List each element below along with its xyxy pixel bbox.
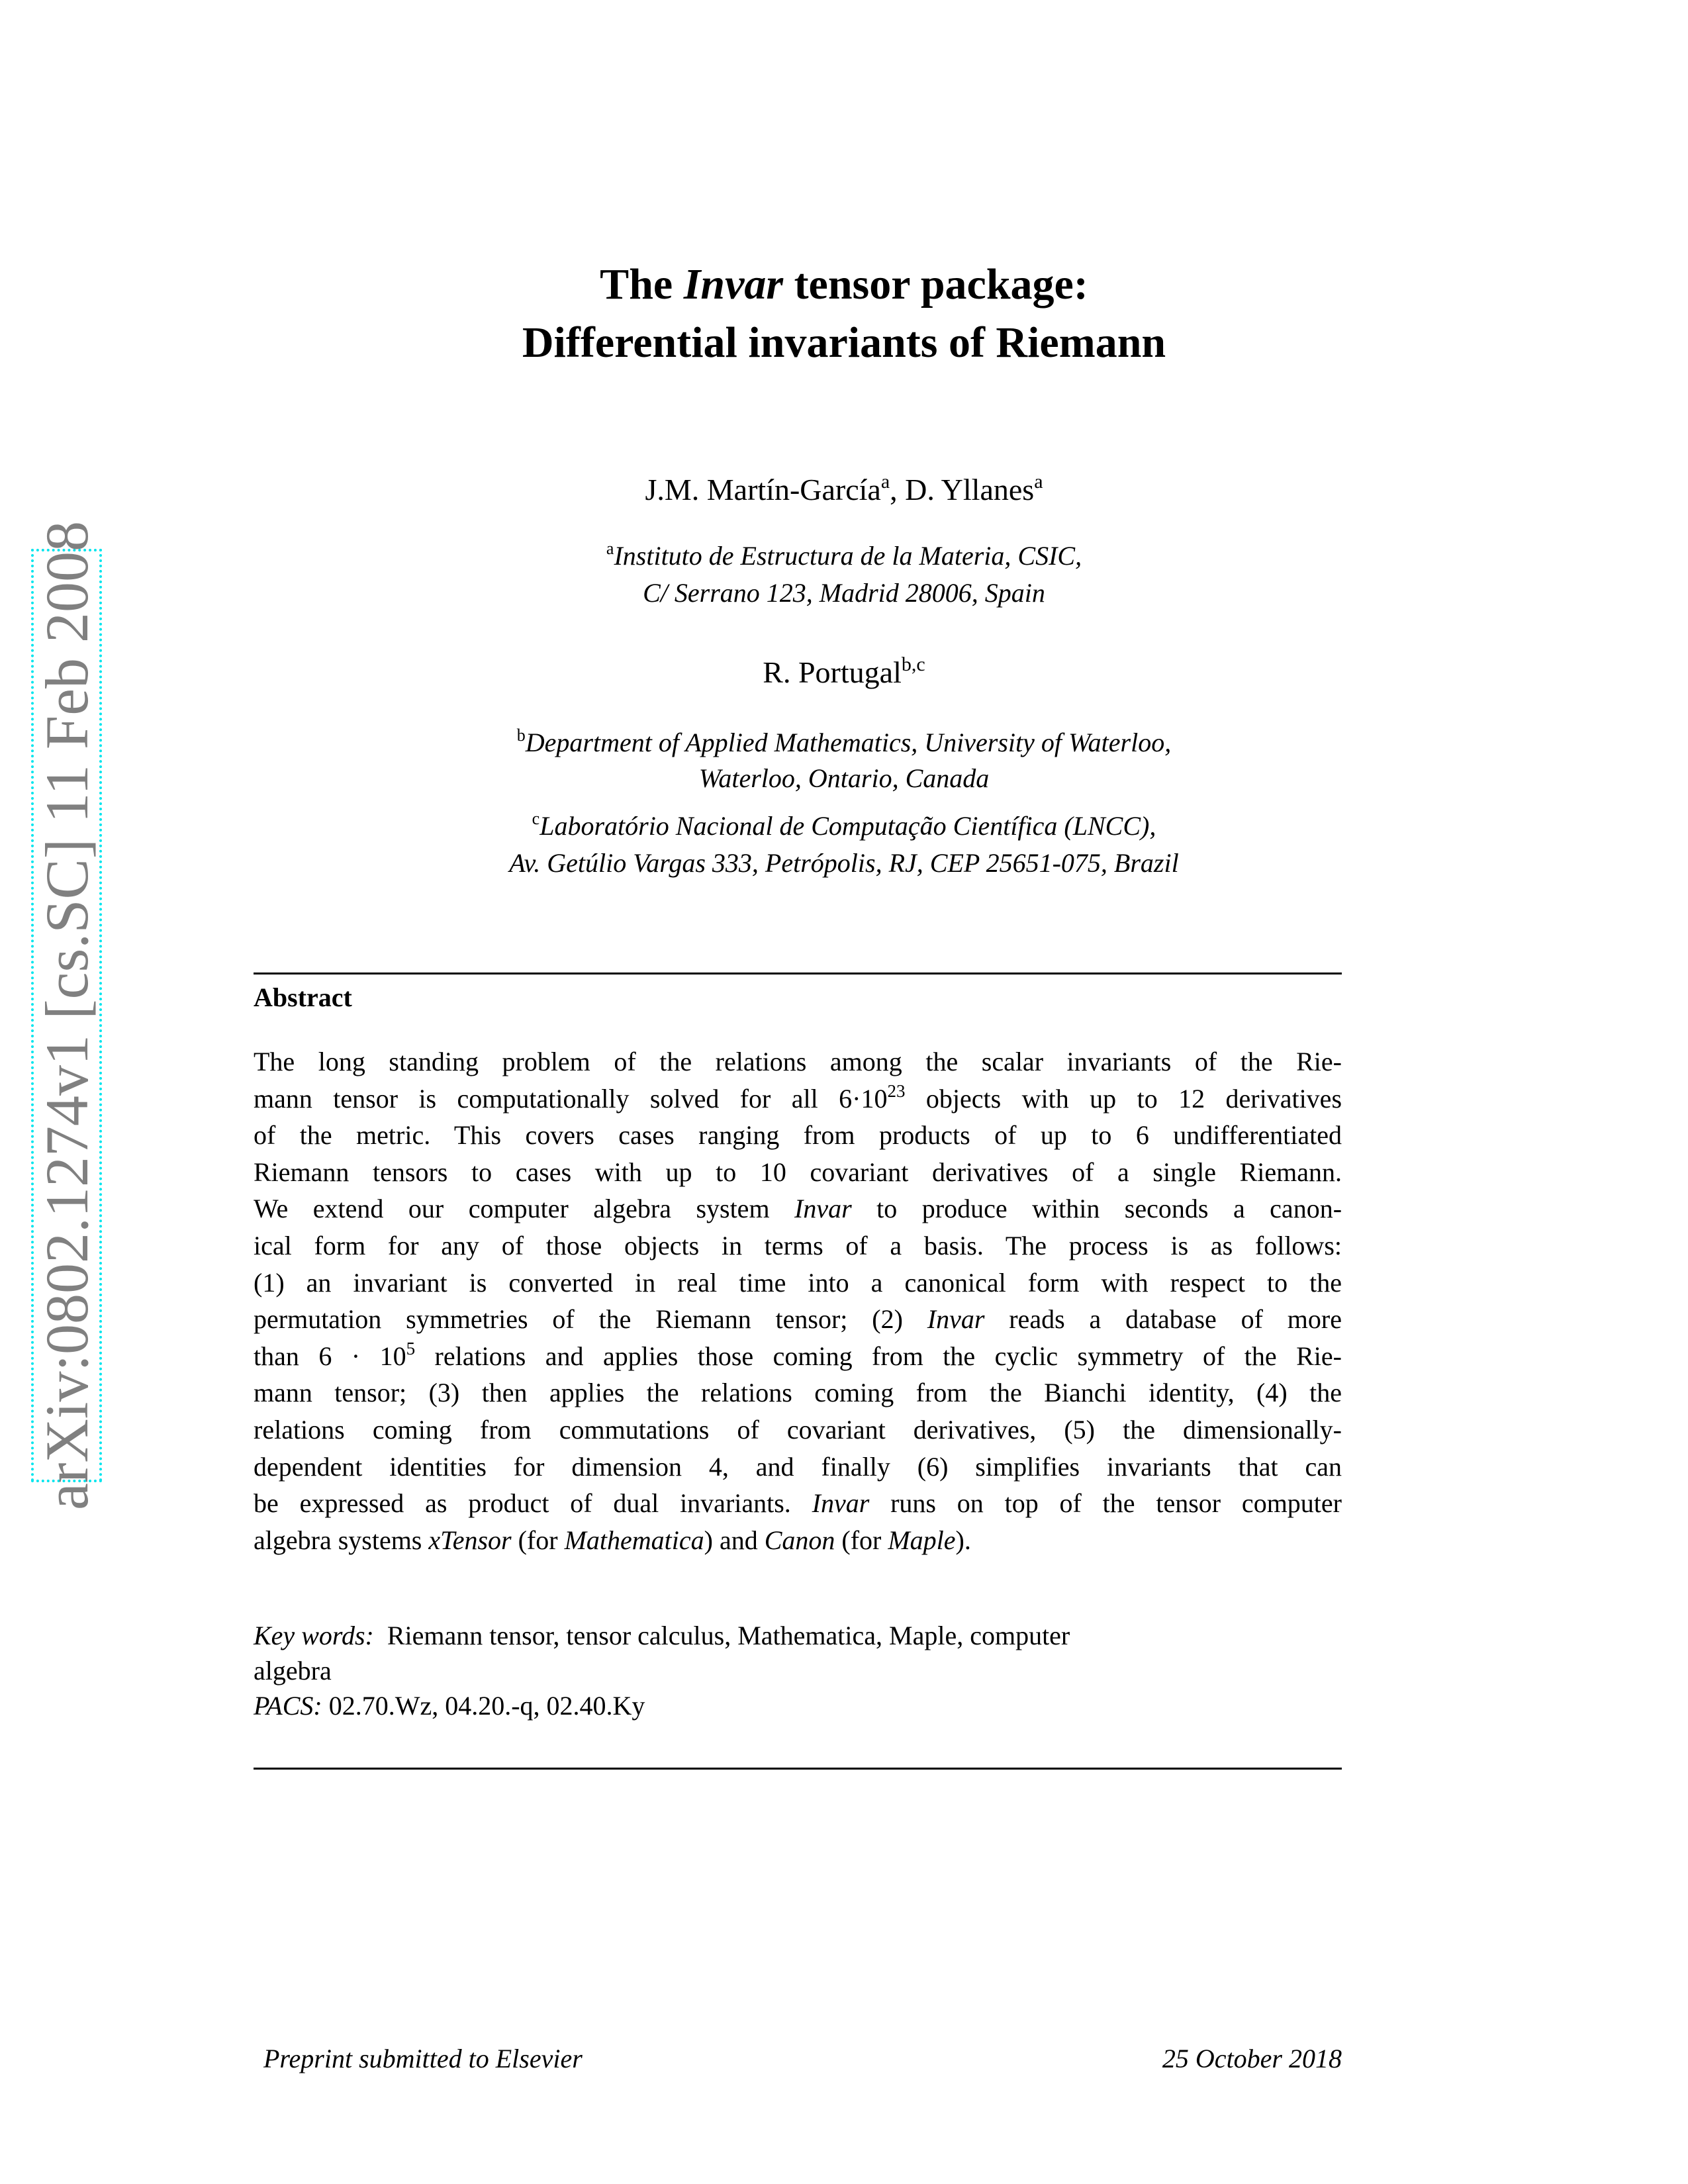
affiliation-c-line-1 — [0, 808, 1688, 845]
software-name: xTensor — [428, 1525, 512, 1555]
abstract-line: than $6 \cdot 10^5$ relations and applies those coming from the cyclic symmetry of the Rie- — [254, 1338, 1342, 1371]
abstract-heading: Abstract — [254, 982, 352, 1012]
paper-title-line-1 — [0, 256, 1688, 314]
keywords-continuation: algebra — [254, 1656, 332, 1685]
affiliation-a-line-2: C/ Serrano 123, Madrid 28006, Spain — [643, 578, 1045, 608]
abstract-line: permutation symmetries of the Riemann tensor; (2) Invar reads a database of more — [254, 1304, 1342, 1335]
affiliation-b-line-2: Waterloo, Ontario, Canada — [698, 763, 990, 793]
software-name: Invar — [812, 1488, 870, 1519]
footer-preprint-note: Preprint submitted to Elsevier — [263, 2044, 583, 2073]
paper-title-line-2: Differential invariants of Riemann — [522, 318, 1166, 367]
title-package-name: Invar — [683, 260, 784, 309]
exponent: 5 — [406, 1338, 416, 1358]
arxiv-stamp-text: arXiv:0802.1274v1 [cs.SC] 11 Feb 2008 — [32, 520, 101, 1511]
author-separator: , — [890, 473, 906, 506]
authors-line-2 — [0, 654, 1688, 691]
bottom-rule — [254, 1768, 1342, 1770]
abstract-line: We extend our computer algebra system Invar to produce within seconds a canon- — [254, 1194, 1342, 1224]
keywords — [254, 1618, 1342, 1653]
author-name: J.M. Martín-García — [645, 473, 881, 506]
affiliation-mark: a — [1034, 471, 1043, 493]
abstract-line: (1) an invariant is converted in real time into a canonical form with respect to the — [254, 1267, 1342, 1298]
exponent: 23 — [887, 1080, 906, 1101]
affiliation-mark: a — [606, 539, 614, 558]
software-name: Canon — [764, 1525, 835, 1555]
abstract-body — [254, 1043, 1342, 1558]
affiliation-a-line-1 — [0, 538, 1688, 575]
authors-line-1 — [0, 471, 1688, 508]
title-suffix: tensor package: — [783, 260, 1088, 309]
affiliation-mark: b — [516, 726, 526, 745]
abstract-line: of the metric. This covers cases ranging from products of up to 6 undifferentiated — [254, 1120, 1342, 1151]
title-prefix: The — [600, 260, 684, 309]
top-rule — [254, 973, 1342, 974]
software-name: Invar — [927, 1304, 985, 1335]
abstract-line: dependent identities for dimension 4, and finally (6) simplifies invariants that can — [254, 1451, 1342, 1482]
keywords-label: Key words: — [254, 1621, 374, 1650]
affiliation-text: Instituto de Estructura de la Materia, CSIC, — [614, 541, 1082, 571]
abstract-line: mann tensor; (3) then applies the relations coming from the Bianchi identity, (4) the — [254, 1378, 1342, 1408]
affiliation-b-line-1 — [0, 724, 1688, 761]
abstract-line: Riemann tensors to cases with up to 10 covariant derivatives of a single Riemann. — [254, 1157, 1342, 1187]
affiliation-text: Department of Applied Mathematics, University of Waterloo, — [525, 728, 1172, 757]
affiliation-mark: a — [880, 471, 890, 493]
software-name: Invar — [794, 1194, 852, 1224]
affiliation-mark: b,c — [901, 653, 925, 675]
affiliation-c-line-2: Av. Getúlio Vargas 333, Petrópolis, RJ, CEP 25651-075, Brazil — [509, 848, 1179, 878]
software-name: Mathematica — [564, 1525, 704, 1555]
abstract-line: mann tensor is computationally solved for all $6\cdot 10^{23}$ objects with up to 12 derivatives — [254, 1080, 1342, 1114]
pacs — [254, 1688, 1342, 1723]
author-name: D. Yllanes — [905, 473, 1035, 506]
software-name: Maple — [888, 1525, 956, 1555]
abstract-line: relations coming from commutations of covariant derivatives, (5) the dimensionally- — [254, 1414, 1342, 1445]
affiliation-text: Laboratório Nacional de Computação Científica (LNCC), — [539, 811, 1156, 841]
pacs-value: 02.70.Wz, 04.20.-q, 02.40.Ky — [322, 1691, 645, 1721]
abstract-line: algebra systems xTensor (for Mathematica) and Canon (for Maple). — [254, 1525, 971, 1555]
pacs-label: PACS: — [254, 1691, 322, 1721]
abstract-line: The long standing problem of the relations among the scalar invariants of the Rie- — [254, 1047, 1342, 1076]
footer-date: 25 October 2018 — [1162, 2044, 1342, 2073]
abstract-line: ical form for any of those objects in terms of a basis. The process is as follows: — [254, 1230, 1342, 1260]
affiliation-mark: c — [532, 809, 540, 828]
keywords-value: Riemann tensor, tensor calculus, Mathematica, Maple, computer — [387, 1621, 1070, 1650]
author-name: R. Portugal — [763, 655, 902, 689]
abstract-line: be expressed as product of dual invariants. Invar runs on top of the tensor computer — [254, 1488, 1342, 1519]
